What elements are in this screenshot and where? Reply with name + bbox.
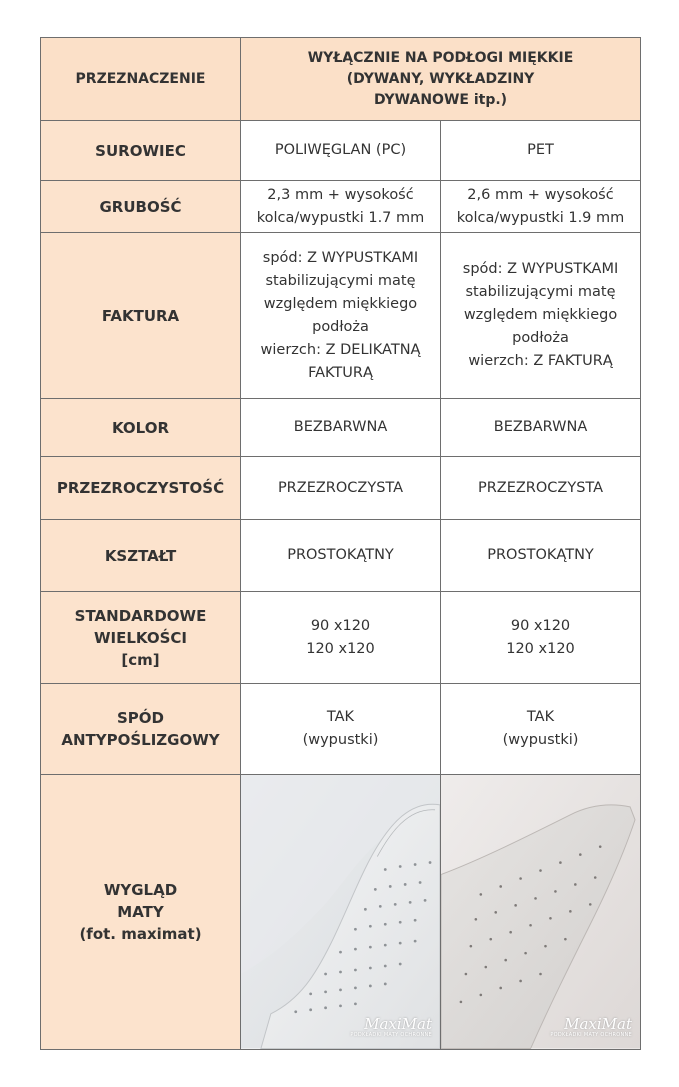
mat-photo-pet-image — [441, 775, 640, 1049]
row-label: FAKTURA — [41, 233, 241, 399]
row-label: GRUBOŚĆ — [41, 181, 241, 233]
watermark-tagline: PODKŁADKI MATY OCHRONNE — [550, 1032, 633, 1038]
row-label: KOLOR — [41, 399, 241, 457]
watermark-logo: MaxiMat — [564, 1015, 633, 1033]
row-label: PRZEZROCZYSTOŚĆ — [41, 457, 241, 520]
value-pet: BEZBARWNA — [441, 399, 641, 457]
row-grubosc — [41, 181, 641, 233]
value-pc: 2,3 mm + wysokość kolca/wypustki 1.7 mm — [241, 181, 441, 233]
row-przezroczystosc — [41, 457, 641, 520]
value-pet: TAK (wypustki) — [441, 684, 641, 775]
row-label: SUROWIEC — [41, 121, 241, 181]
spec-table — [40, 37, 641, 1050]
value-pet: 2,6 mm + wysokość kolca/wypustki 1.9 mm — [441, 181, 641, 233]
row-label: KSZTAŁT — [41, 520, 241, 592]
value-pc: PRZEZROCZYSTA — [241, 457, 441, 520]
value-pc: spód: Z WYPUSTKAMI stabilizującymi matę względem miękkiego podłoża wierzch: Z DELIKATNĄ FAKTURĄ — [241, 233, 441, 399]
value-pc: PROSTOKĄTNY — [241, 520, 441, 592]
row-kolor — [41, 399, 641, 457]
row-label: PRZEZNACZENIE — [41, 38, 241, 121]
row-wyglad — [41, 775, 641, 1050]
purpose-value: WYŁĄCZNIE NA PODŁOGI MIĘKKIE (DYWANY, WYKŁADZINY DYWANOWE itp.) — [241, 38, 641, 121]
row-wielkosci — [41, 592, 641, 684]
watermark-logo: MaxiMat — [364, 1015, 432, 1033]
row-faktura — [41, 233, 641, 399]
watermark — [350, 1016, 432, 1039]
value-pc: BEZBARWNA — [241, 399, 441, 457]
value-pet: PROSTOKĄTNY — [441, 520, 641, 592]
row-surowiec — [41, 121, 641, 181]
mat-photo-pet — [441, 775, 641, 1050]
row-ksztalt — [41, 520, 641, 592]
value-pc: POLIWĘGLAN (PC) — [241, 121, 441, 181]
row-label: STANDARDOWE WIELKOŚCI [cm] — [41, 592, 241, 684]
row-przeznaczenie — [41, 38, 641, 121]
value-pc: TAK (wypustki) — [241, 684, 441, 775]
watermark — [550, 1016, 632, 1039]
value-pet: PET — [441, 121, 641, 181]
value-pet: 90 x120 120 x120 — [441, 592, 641, 684]
row-label: SPÓD ANTYPOŚLIZGOWY — [41, 684, 241, 775]
watermark-tagline: PODKŁADKI MATY OCHRONNE — [350, 1032, 432, 1038]
value-pet: PRZEZROCZYSTA — [441, 457, 641, 520]
mat-photo-pc — [241, 775, 441, 1050]
mat-photo-pc-image — [241, 775, 440, 1049]
value-pc: 90 x120 120 x120 — [241, 592, 441, 684]
row-label: WYGLĄD MATY (fot. maximat) — [41, 775, 241, 1050]
value-pet: spód: Z WYPUSTKAMI stabilizującymi matę względem miękkiego podłoża wierzch: Z FAKTURĄ — [441, 233, 641, 399]
row-spod — [41, 684, 641, 775]
